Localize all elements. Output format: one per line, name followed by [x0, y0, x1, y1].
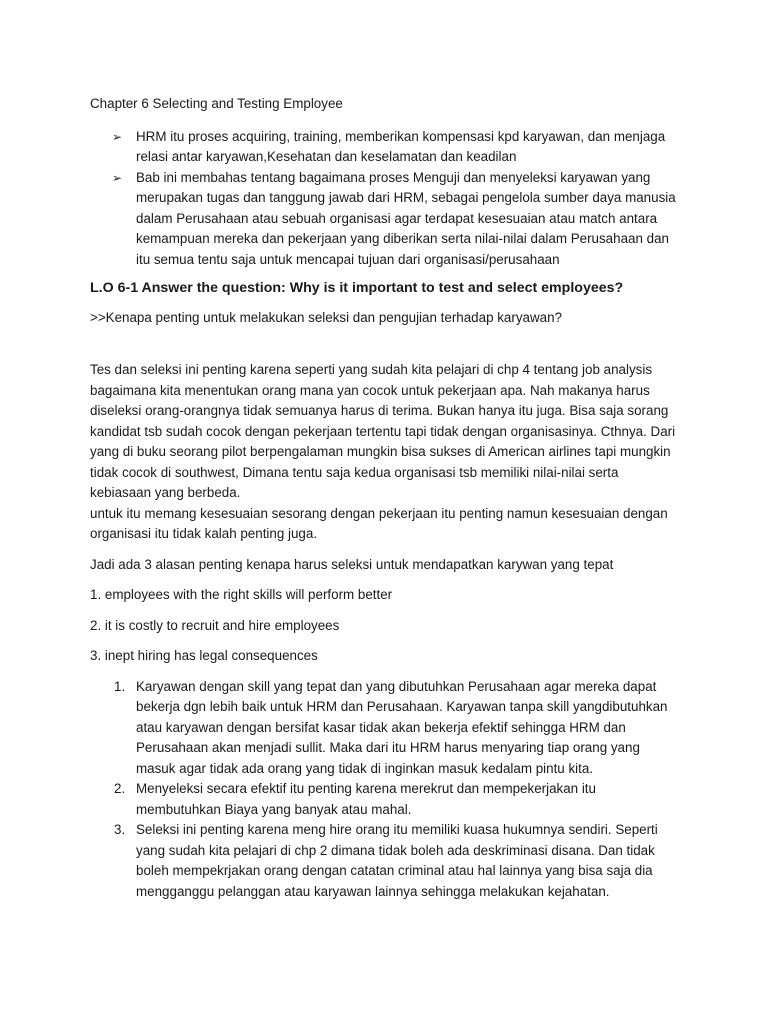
explanation-item: [90, 820, 680, 902]
list-number: 3.: [114, 822, 126, 837]
question-translation: >>Kenapa penting untuk melakukan seleksi dan pengujian terhadap karyawan?: [90, 309, 562, 325]
explanation-text: Menyeleksi secara efektif itu penting karena merekrut dan mempekerjakan itu membutuhkan Biaya yang banyak atau mahal.: [136, 781, 596, 817]
explanation-list: [90, 677, 680, 903]
bullet-item: [90, 127, 680, 168]
reason-item: 3. inept hiring has legal consequences: [90, 648, 318, 663]
list-number: 1.: [114, 678, 126, 694]
bullet-text: HRM itu proses acquiring, training, memberikan kompensasi kpd karyawan, dan menjaga relasi antar karyawan,Kesehatan dan keselamatan dan keadilan: [136, 128, 666, 164]
intro-bullet-list: [90, 127, 680, 271]
arrow-bullet-icon: ➢: [112, 129, 123, 144]
list-number: 2.: [114, 781, 126, 796]
answer-paragraph: untuk itu memang kesesuaian sesorang dengan pekerjaan itu penting namun kesesuaian dengan organisasi itu tidak kalah penting juga.: [90, 505, 668, 541]
section-heading: L.O 6-1 Answer the question: Why is it important to test and select employees?: [90, 280, 624, 296]
explanation-text: Seleksi ini penting karena meng hire orang itu memiliki kuasa hukumnya sendiri. Seperti yang sudah kita pelajari di chp 2 dimana tidak boleh ada deskriminasi disana. Dan tidak boleh mempekrjakan orang dengan catatan criminal atau hal lainnya yang bisa saja dia mengganggu pelanggan atau karyawan lainnya sehingga melakukan kejahatan.: [136, 822, 658, 899]
explanation-item: [90, 677, 680, 780]
reason-item: 2. it is costly to recruit and hire employees: [90, 617, 340, 633]
bullet-text: Bab ini membahas tentang bagaimana proses Menguji dan menyeleksi karyawan yang merupakan tugas dan tanggung jawab dari HRM, sebagai pengelola sumber daya manusia dalam Perusahaan atau sebuah organisasi agar terdapat kesesuaian atau match antara kemampuan mereka dan pekerjaan yang diberikan serta nilai-nilai dalam Perusahaan dan itu semua tentu saja untuk mencapai tujuan dari organisasi/perusahaan: [136, 169, 676, 267]
document-title: Chapter 6 Selecting and Testing Employee: [90, 96, 343, 111]
arrow-bullet-icon: ➢: [112, 170, 123, 185]
explanation-item: [90, 779, 680, 820]
explanation-text: Karyawan dengan skill yang tepat dan yang dibutuhkan Perusahaan agar mereka dapat bekerja dgn lebih baik untuk HRM dan Perusahaan. Karyawan tanpa skill yangdibutuhkan atau karyawan dengan bersifat kasar tidak akan bekerja efektif sehingga HRM dan Perusahaan akan menjadi sullit. Maka dari itu HRM harus menyaring tiap orang yang masuk agar tidak ada orang yang tidak di inginkan masuk kedalam pintu kita.: [136, 678, 668, 776]
bullet-item: [90, 168, 680, 271]
answer-paragraph: Tes dan seleksi ini penting karena seperti yang sudah kita pelajari di chp 4 tentang job analysis bagaimana kita menentukan orang mana yan cocok untuk pekerjaan apa. Nah makanya harus diseleksi orang-orangnya tidak semuanya harus di terima. Bukan hanya itu juga. Bisa saja sorang kandidat tsb sudah cocok dengan pekerjaan tertentu tapi tidak dengan organisasinya. Cthnya. Dari yang di buku seorang pilot berpengalaman mungkin bisa sukses di American airlines tapi mungkin tidak cocok di southwest, Dimana tentu saja kedua organisasi tsb memiliki nilai-nilai serta kebiasaan yang berbeda.: [90, 362, 676, 500]
reasons-intro: Jadi ada 3 alasan penting kenapa harus seleksi untuk mendapatkan karywan yang tepat: [90, 556, 614, 572]
reason-item: 1. employees with the right skills will perform better: [90, 587, 393, 602]
blank-line: [90, 338, 680, 360]
